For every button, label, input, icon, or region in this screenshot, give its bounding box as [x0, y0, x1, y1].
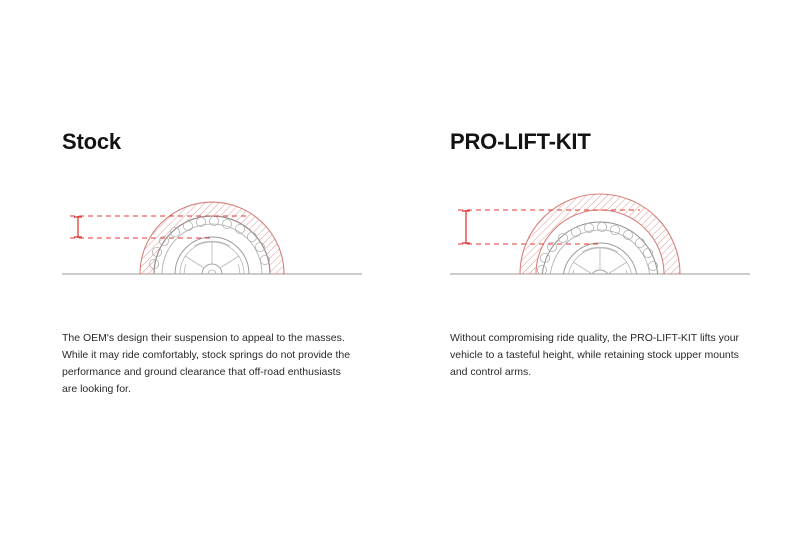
gap-measure-arrow	[74, 216, 82, 238]
page-title-pro-lift-kit: PRO-LIFT-KIT	[450, 129, 591, 154]
panel-pro-lift-kit	[450, 130, 790, 392]
wheel-hub	[590, 270, 610, 290]
figure-pro-lift-kit	[450, 190, 750, 310]
panel-body-stock: The OEM's design their suspension to appeal to the masses. While it may ride comfortably, stock springs do not provide the performance and ground clearance that off-road enthusiasts are looking for.	[62, 332, 351, 396]
panel-stock	[62, 130, 402, 409]
gap-measure-arrow	[462, 210, 470, 244]
wheel-hub-center	[596, 276, 604, 284]
wheel-spokes	[568, 248, 632, 295]
panel-body-pro-lift-kit: Without compromising ride quality, the PRO-LIFT-KIT lifts your vehicle to a tasteful height, while retaining stock upper mounts and control arms.	[450, 332, 740, 379]
page-title-stock: Stock	[62, 129, 121, 154]
figure-stock	[62, 190, 362, 310]
